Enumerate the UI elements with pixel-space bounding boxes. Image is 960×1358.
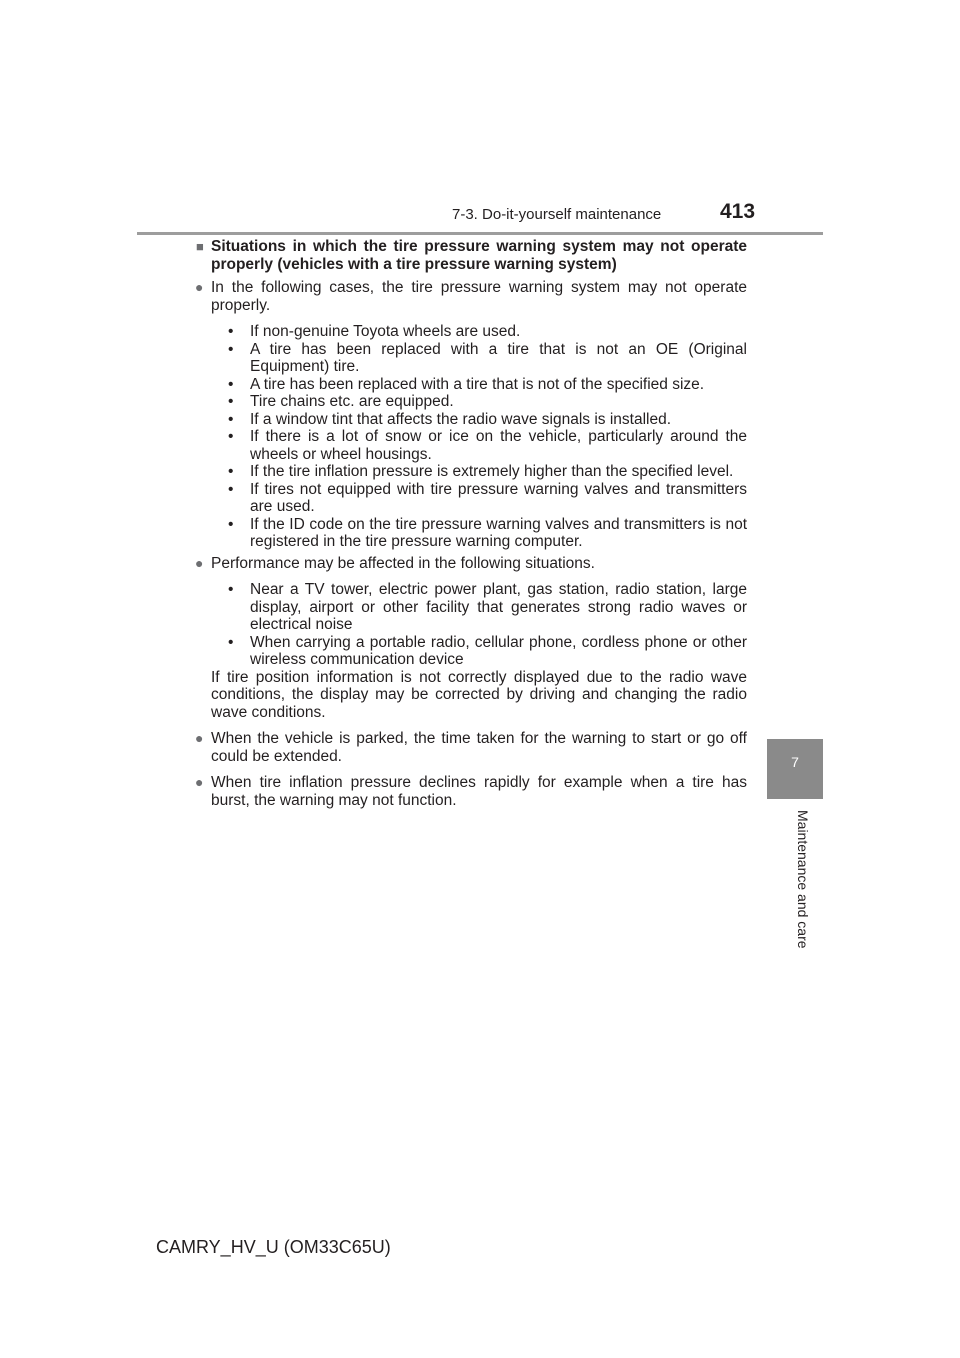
sub-list-item: • Near a TV tower, electric power plant, gas station, radio station, large display, airport or other facility that generates strong radio waves or electrical noise xyxy=(228,581,747,633)
chapter-number: 7 xyxy=(791,754,799,770)
header-divider xyxy=(137,232,823,235)
circle-bullet-icon: ● xyxy=(195,774,204,790)
sub-list-item: • If the ID code on the tire pressure warning valves and transmitters is not registered in the tire pressure warning computer. xyxy=(228,515,747,550)
note-text: If tire position information is not correctly displayed due to the radio wave conditions, the display may be corrected by driving and changing the radio wave conditions. xyxy=(211,668,747,721)
circle-bullet-icon: ● xyxy=(195,554,204,571)
chapter-label: Maintenance and care xyxy=(795,810,811,949)
square-bullet-icon: ■ xyxy=(196,239,204,254)
list-item xyxy=(195,554,747,573)
sub-list-item: • If non-genuine Toyota wheels are used. xyxy=(228,323,521,340)
model-code: CAMRY_HV_U (OM33C65U) xyxy=(156,1237,391,1257)
circle-bullet-icon: ● xyxy=(195,730,204,746)
sub-list xyxy=(216,323,747,551)
sub-list-item: • If a window tint that affects the radio wave signals is installed. xyxy=(228,410,672,428)
page-number: 413 xyxy=(720,200,756,223)
sub-list-item: • When carrying a portable radio, cellular phone, cordless phone or other wireless communication device xyxy=(228,633,747,668)
circle-bullet-icon: ● xyxy=(195,279,204,295)
sub-list-item: • If tires not equipped with tire pressure warning valves and transmitters are used. xyxy=(228,480,747,515)
sub-list-item: • A tire has been replaced with a tire that is not an OE (Original Equipment) tire. xyxy=(228,340,747,375)
list-item xyxy=(195,279,747,314)
list-item xyxy=(195,730,747,765)
section-heading-text: Situations in which the tire pressure warning system may not operate properly (vehicles with a tire pressure warning system) xyxy=(211,238,747,273)
list-item xyxy=(195,774,747,809)
chapter-tab xyxy=(767,739,823,799)
sub-list xyxy=(216,581,747,669)
section-title: 7-3. Do-it-yourself maintenance xyxy=(452,206,662,223)
list-item-text: When tire inflation pressure declines rapidly for example when a tire has burst, the warning may not function. xyxy=(211,774,747,809)
sub-list-item: • If there is a lot of snow or ice on the vehicle, particularly around the wheels or wheel housings. xyxy=(228,428,747,463)
section-heading xyxy=(196,238,747,273)
list-item-text: In the following cases, the tire pressure warning system may not operate properly. xyxy=(211,279,747,314)
sub-list-item: • A tire has been replaced with a tire that is not of the specified size. xyxy=(228,375,705,393)
sub-list-item: • If the tire inflation pressure is extremely higher than the specified level. xyxy=(228,463,734,480)
sub-list-item: • Tire chains etc. are equipped. xyxy=(228,393,454,410)
list-item-text: Performance may be affected in the following situations. xyxy=(211,554,595,572)
main-content xyxy=(195,238,747,809)
list-item-text: When the vehicle is parked, the time taken for the warning to start or go off could be extended. xyxy=(211,730,747,765)
